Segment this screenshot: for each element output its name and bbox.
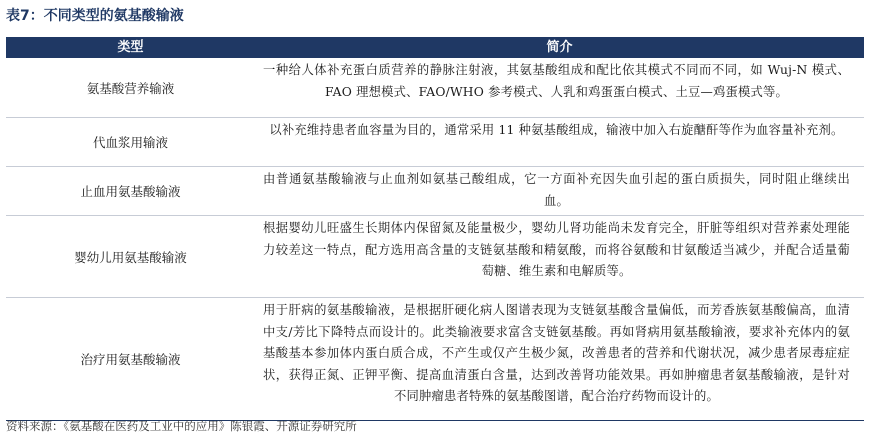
table-row (6, 58, 864, 118)
type-cell: 氨基酸营养输液 (86, 80, 175, 96)
type-cell: 治疗用氨基酸输液 (80, 352, 181, 367)
type-cell: 止血用氨基酸输液 (80, 184, 181, 199)
amino-acid-infusion-table (6, 37, 864, 421)
description-cell: 用于肝病的氨基酸输液，是根据肝硬化病人图谱表现为支链氨基酸含量偏低，而芳香族氨基酸偏高，血清中支/芳比下降特点而设计的。此类输液要求富含支链氨基酸。再如肾病用氨基酸输液，要求补充体内的氨基酸基本参加体内蛋白质合成，不产生或仅产生极少氮，改善患者的营养和代谢状况，减少患者尿毒症症状，获得正氮、正钾平衡、提高血清蛋白含量，达到改善肾功能效果。再如肿瘤患者氨基酸输液，是针对不同肿瘤患者特殊的氨基酸图谱，配合治疗药物而设计的。 (263, 303, 850, 403)
table-header-row (6, 37, 864, 58)
header-description: 简介 (546, 40, 573, 55)
table-row (6, 118, 864, 167)
type-cell: 代血浆用输液 (92, 135, 168, 150)
table-row (6, 167, 864, 216)
description-cell: 以补充维持患者血容量为目的，通常采用 11 种氨基酸组成，输液中加入右旋醣酐等作为血容量补充剂。 (269, 123, 844, 137)
header-type: 类型 (117, 40, 144, 55)
description-cell: 根据婴幼儿旺盛生长期体内保留氮及能量极少，婴幼儿肾功能尚未发育完全，肝脏等组织对营养素处理能力较差这一特点，配方选用高含量的支链氨基酸和精氨酸，而将谷氨酸和甘氨酸适当减少，并配合适量葡萄糖、维生素和电解质等。 (263, 221, 850, 278)
table-caption: 表7：不同类型的氨基酸输液 (6, 8, 184, 24)
table-row (6, 216, 864, 298)
source-note: 资料来源：《氨基酸在医药及工业中的应用》陈银霞、开源证券研究所 (6, 419, 357, 433)
table-row (6, 298, 864, 421)
description-cell: 一种给人体补充蛋白质营养的静脉注射液，其氨基酸组成和配比依其模式不同而不同，如 Wuj-N 模式、FAO 理想模式、FAO/WHO 参考模式、人乳和鸡蛋蛋白模式、土豆—鸡蛋模式等。 (263, 63, 850, 99)
description-cell: 由普通氨基酸输液与止血剂如氨基己酸组成，它一方面补充因失血引起的蛋白质损失，同时阻止继续出血。 (263, 172, 850, 208)
type-cell: 婴幼儿用氨基酸输液 (74, 249, 187, 265)
